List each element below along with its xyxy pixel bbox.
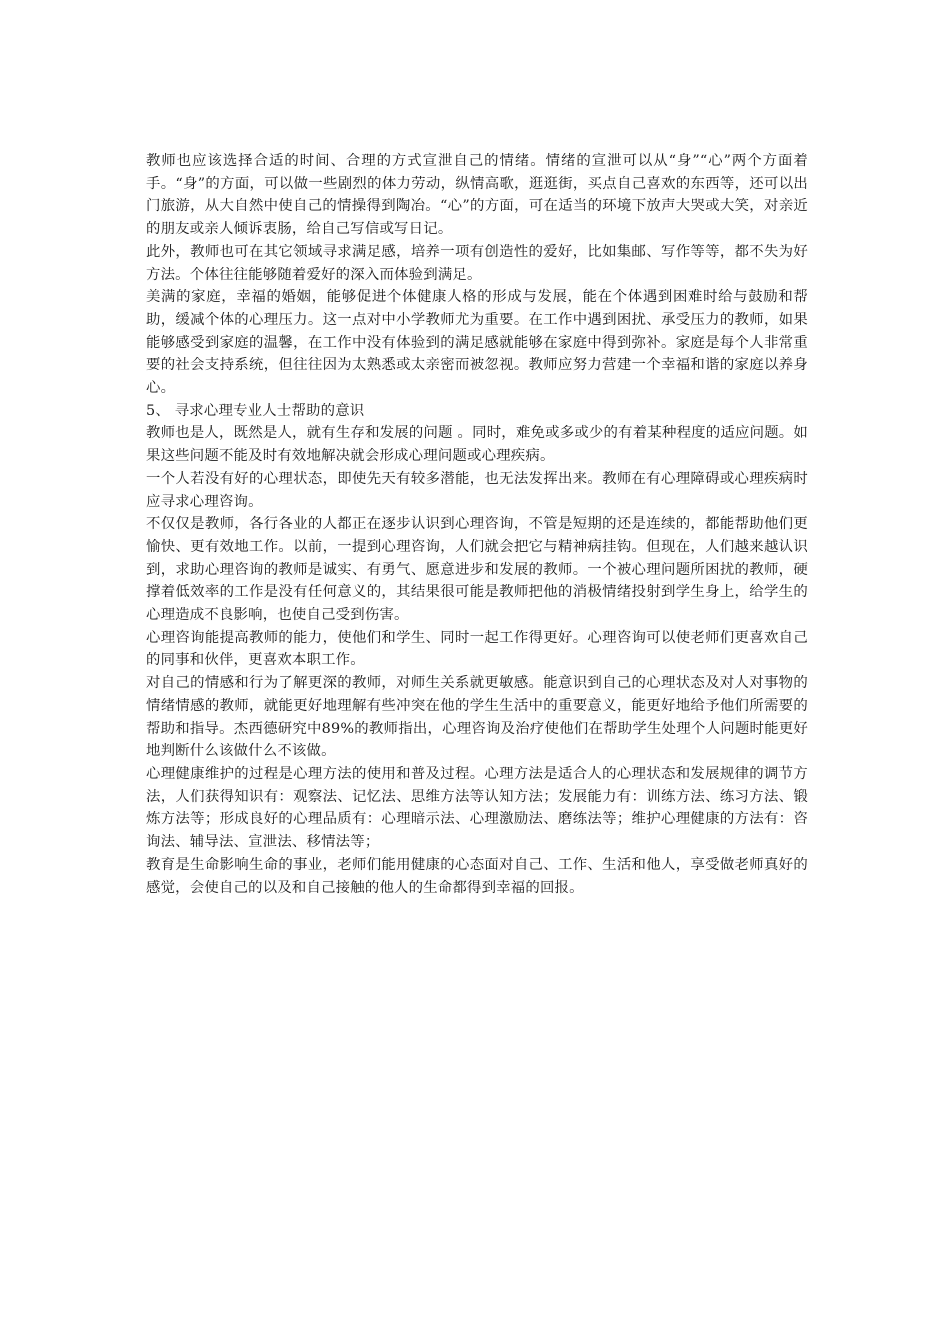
document-body [146, 150, 808, 899]
paragraph-hobbies: 此外，教师也可在其它领域寻求满足感，培养一项有创造性的爱好，比如集邮、写作等等，都不失为好方法。个体往往能够随着爱好的深入而体验到满足。 [146, 243, 808, 283]
paragraph-counseling-ability: 心理咨询能提高教师的能力，使他们和学生、同时一起工作得更好。心理咨询可以使老师们更喜欢自己的同事和伙伴，更喜欢本职工作。 [146, 629, 808, 669]
paragraph-conclusion: 教育是生命影响生命的事业，老师们能用健康的心态面对自己、工作、生活和他人，享受做老师真好的感觉，会使自己的以及和自己接触的他人的生命都得到幸福的回报。 [146, 856, 808, 896]
section-heading-professional-help: 5、 寻求心理专业人士帮助的意识 [146, 402, 365, 419]
paragraph-counseling-awareness: 不仅仅是教师，各行各业的人都正在逐步认识到心理咨询，不管是短期的还是连续的，都能帮助他们更愉快、更有效地工作。以前，一提到心理咨询，人们就会把它与精神病挂钩。但现在，人们越来越认识到，求助心理咨询的教师是诚实、有勇气、愿意进步和发展的教师。一个被心理问题所困扰的教师，硬撑着低效率的工作是没有任何意义的，其结果很可能是教师把他的消极情绪投射到学生身上，给学生的心理造成不良影响，也使自己受到伤害。 [146, 516, 808, 624]
paragraph-psychological-methods: 心理健康维护的过程是心理方法的使用和普及过程。心理方法是适合人的心理状态和发展规律的调节方法，人们获得知识有：观察法、记忆法、思维方法等认知方法；发展能力有：训练方法、练习方法、锻炼方法等；形成良好的心理品质有：心理暗示法、心理激励法、磨练法等；维护心理健康的方法有：咨询法、辅导法、宣泄法、移情法等； [146, 765, 808, 851]
paragraph-emotion-release: 教师也应该选择合适的时间、合理的方式宣泄自己的情绪。情绪的宣泄可以从“身”“心”两个方面着手。“身”的方面，可以做一些剧烈的体力劳动，纵情高歌，逛逛街，买点自己喜欢的东西等，还可以出门旅游，从大自然中使自己的情操得到陶冶。“心”的方面，可在适当的环境下放声大哭或大笑，对亲近的朋友或亲人倾诉衷肠，给自己写信或写日记。 [146, 153, 808, 238]
paragraph-family: 美满的家庭，幸福的婚姻，能够促进个体健康人格的形成与发展，能在个体遇到困难时给与鼓励和帮助，缓减个体的心理压力。这一点对中小学教师尤为重要。在工作中遇到困扰、承受压力的教师，如果能够感受到家庭的温馨，在工作中没有体验到的满足感就能够在家庭中得到弥补。家庭是每个人非常重要的社会支持系统，但往往因为太熟悉或太亲密而被忽视。教师应努力营建一个幸福和谐的家庭以养身心。 [146, 289, 808, 397]
paragraph-teachers-are-human: 教师也是人，既然是人，就有生存和发展的问题 。同时，难免或多或少的有着某种程度的适应问题。如果这些问题不能及时有效地解决就会形成心理问题或心理疾病。 [146, 425, 808, 465]
paragraph-mental-state: 一个人若没有好的心理状态，即使先天有较多潜能，也无法发挥出来。教师在有心理障碍或心理疾病时应寻求心理咨询。 [146, 470, 808, 510]
paragraph-self-understanding: 对自己的情感和行为了解更深的教师，对师生关系就更敏感。能意识到自己的心理状态及对人对事物的情绪情感的教师，就能更好地理解有些冲突在他的学生生活中的重要意义，能更好地给予他们所需要的帮助和指导。杰西德研究中89%的教师指出，心理咨询及治疗使他们在帮助学生处理个人问题时能更好地判断什么该做什么不该做。 [146, 675, 808, 760]
